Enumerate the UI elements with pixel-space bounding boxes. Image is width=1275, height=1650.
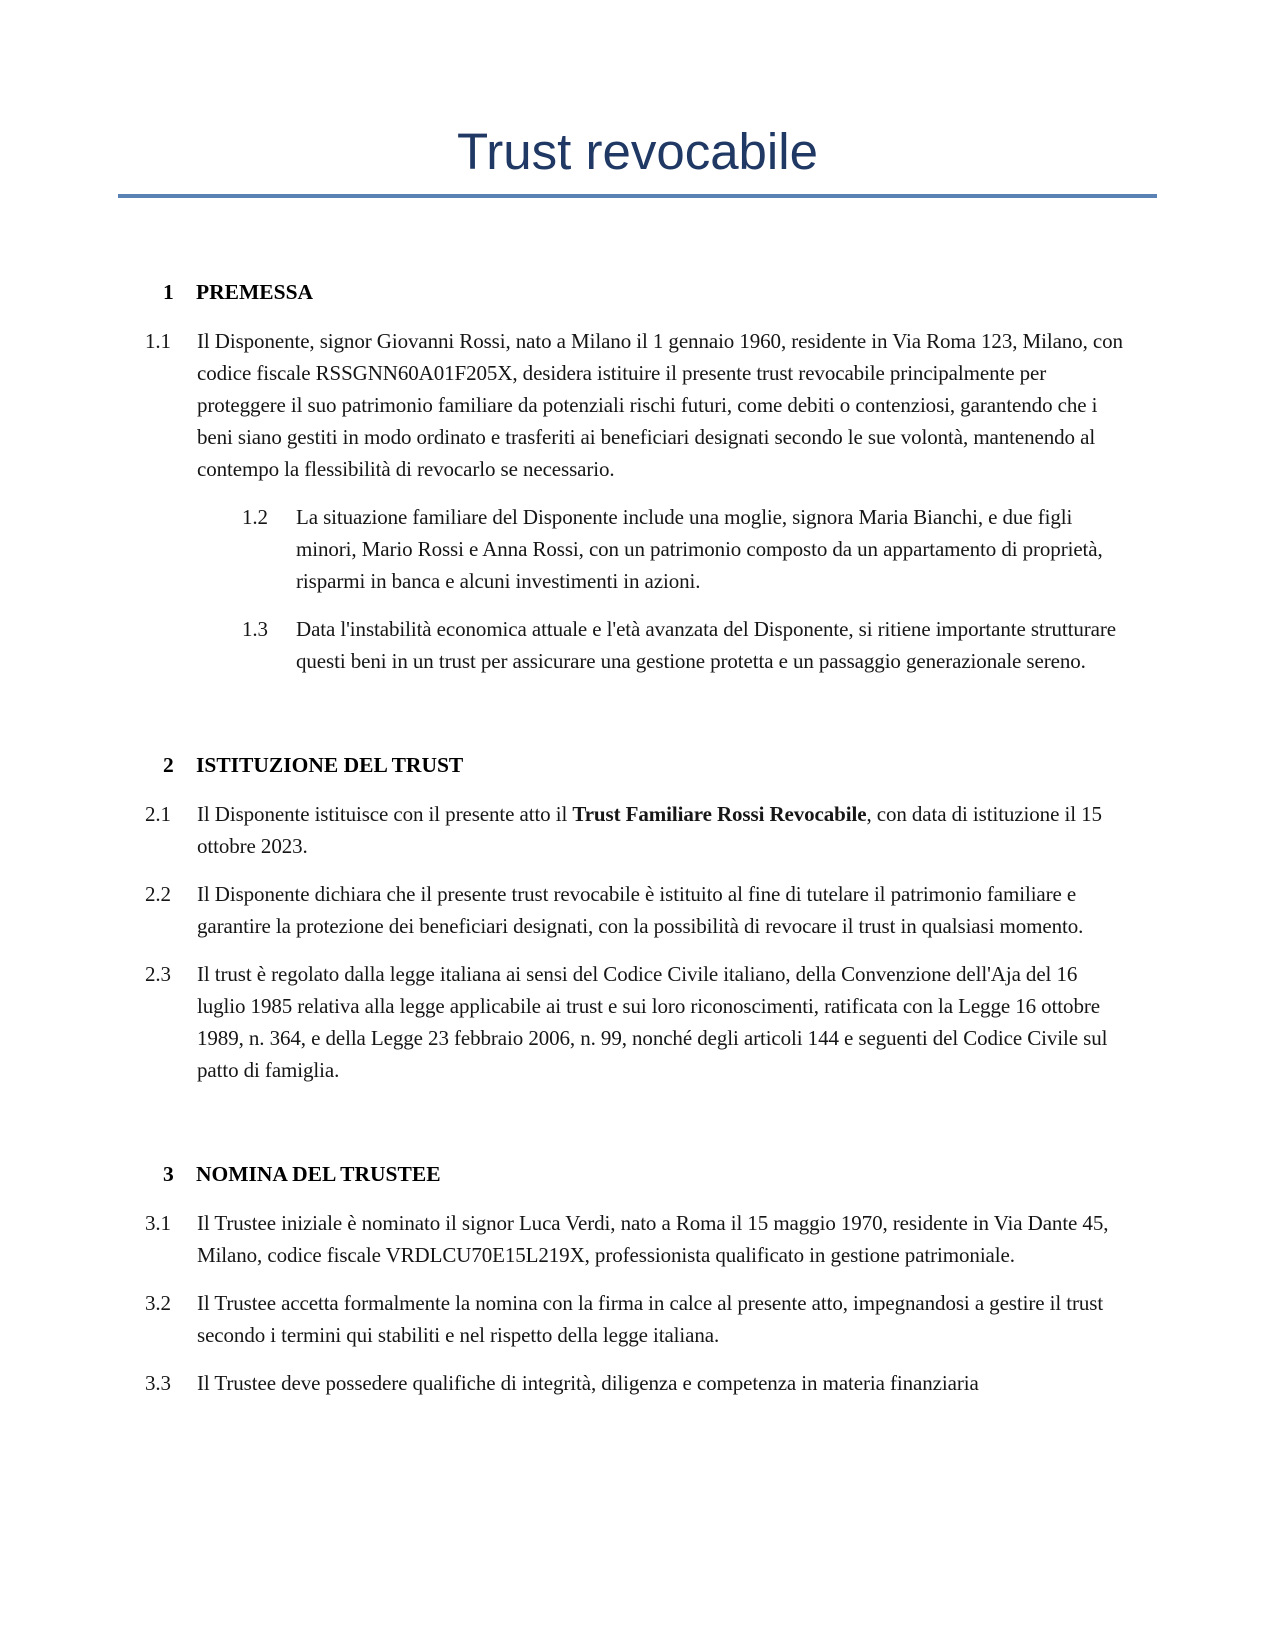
- clause-item: [242, 613, 1125, 677]
- section-nomina-del-trustee: [145, 1158, 1125, 1399]
- section-title: NOMINA DEL TRUSTEE: [196, 1162, 441, 1186]
- clause-item: [145, 958, 1125, 1086]
- clause-number: 1.3: [242, 617, 268, 641]
- clause-text: Il Trustee accetta formalmente la nomina con la firma in calce al presente atto, impegnandosi a gestire il trust secondo i termini qui stabiliti e nel rispetto della legge italiana.: [197, 1291, 1104, 1347]
- clause-number: 2.2: [145, 882, 171, 906]
- document-body: [0, 276, 1275, 1399]
- section-heading: [163, 1158, 1125, 1190]
- section-number: 2: [163, 753, 174, 777]
- clause-number: 3.2: [145, 1291, 171, 1315]
- clause-item: [145, 1207, 1125, 1271]
- title-block: [118, 0, 1157, 198]
- clause-item: [145, 325, 1125, 485]
- section-istituzione-del-trust: [145, 749, 1125, 1086]
- clause-number: 1.1: [145, 329, 171, 353]
- clause-text-segment: Il Disponente istituisce con il presente atto il: [197, 802, 573, 826]
- clause-text: [197, 798, 1125, 862]
- trust-name: Trust Familiare Rossi Revocabile: [572, 802, 867, 826]
- clause-text-segment: , con data di istituzione il 15 ottobre 2023.: [197, 802, 1102, 858]
- clause-number: 2.3: [145, 962, 171, 986]
- section-title: ISTITUZIONE DEL TRUST: [196, 753, 464, 777]
- clause-text: Il trust è regolato dalla legge italiana ai sensi del Codice Civile italiano, della Convenzione dell'Aja del 16 luglio 1985 relativa alla legge applicabile ai trust e sui loro riconoscimenti, ratificata con la Legge 16 ottobre 1989, n. 364, e della Legge 23 febbraio 2006, n. 99, nonché degli articoli 144 e seguenti del Codice Civile sul patto di famiglia.: [197, 962, 1108, 1082]
- clause-text: Data l'instabilità economica attuale e l'età avanzata del Disponente, si ritiene importante strutturare questi beni in un trust per assicurare una gestione protetta e un passaggio generazionale sereno.: [296, 617, 1117, 673]
- clause-number: 3.1: [145, 1211, 171, 1235]
- section-heading: [163, 276, 1125, 308]
- clause-item: [145, 878, 1125, 942]
- clause-text: Il Disponente, signor Giovanni Rossi, nato a Milano il 1 gennaio 1960, residente in Via Roma 123, Milano, con codice fiscale RSSGNN60A01F205X, desidera istituire il presente trust revocabile principalmente per proteggere il suo patrimonio familiare da potenziali rischi futuri, come debiti o contenziosi, garantendo che i beni siano gestiti in modo ordinato e trasferiti ai beneficiari designati secondo le sue volontà, mantenendo al contempo la flessibilità di revocarlo se necessario.: [197, 329, 1123, 481]
- section-number: 1: [163, 280, 174, 304]
- section-heading: [163, 749, 1125, 781]
- clause-text: La situazione familiare del Disponente include una moglie, signora Maria Bianchi, e due figli minori, Mario Rossi e Anna Rossi, con un patrimonio composto da un appartamento di proprietà, risparmi in banca e alcuni investimenti in azioni.: [296, 505, 1103, 593]
- section-number: 3: [163, 1162, 174, 1186]
- section-premessa: [145, 276, 1125, 677]
- clause-number: 1.2: [242, 505, 268, 529]
- clause-item: [145, 798, 1125, 862]
- clause-text: Il Disponente dichiara che il presente trust revocabile è istituito al fine di tutelare il patrimonio familiare e garantire la protezione dei beneficiari designati, con la possibilità di revocare il trust in qualsiasi momento.: [197, 882, 1084, 938]
- clause-number: 2.1: [145, 802, 171, 826]
- clause-item: [242, 501, 1125, 597]
- clause-number: 3.3: [145, 1371, 171, 1395]
- clause-text: Il Trustee deve possedere qualifiche di integrità, diligenza e competenza in materia finanziaria: [197, 1371, 979, 1395]
- clause-item: [145, 1287, 1125, 1351]
- document-title: Trust revocabile: [457, 123, 818, 180]
- clause-item: [145, 1367, 1125, 1399]
- section-title: PREMESSA: [196, 280, 314, 304]
- clause-text: Il Trustee iniziale è nominato il signor Luca Verdi, nato a Roma il 15 maggio 1970, residente in Via Dante 45, Milano, codice fiscale VRDLCU70E15L219X, professionista qualificato in gestione patrimoniale.: [197, 1211, 1109, 1267]
